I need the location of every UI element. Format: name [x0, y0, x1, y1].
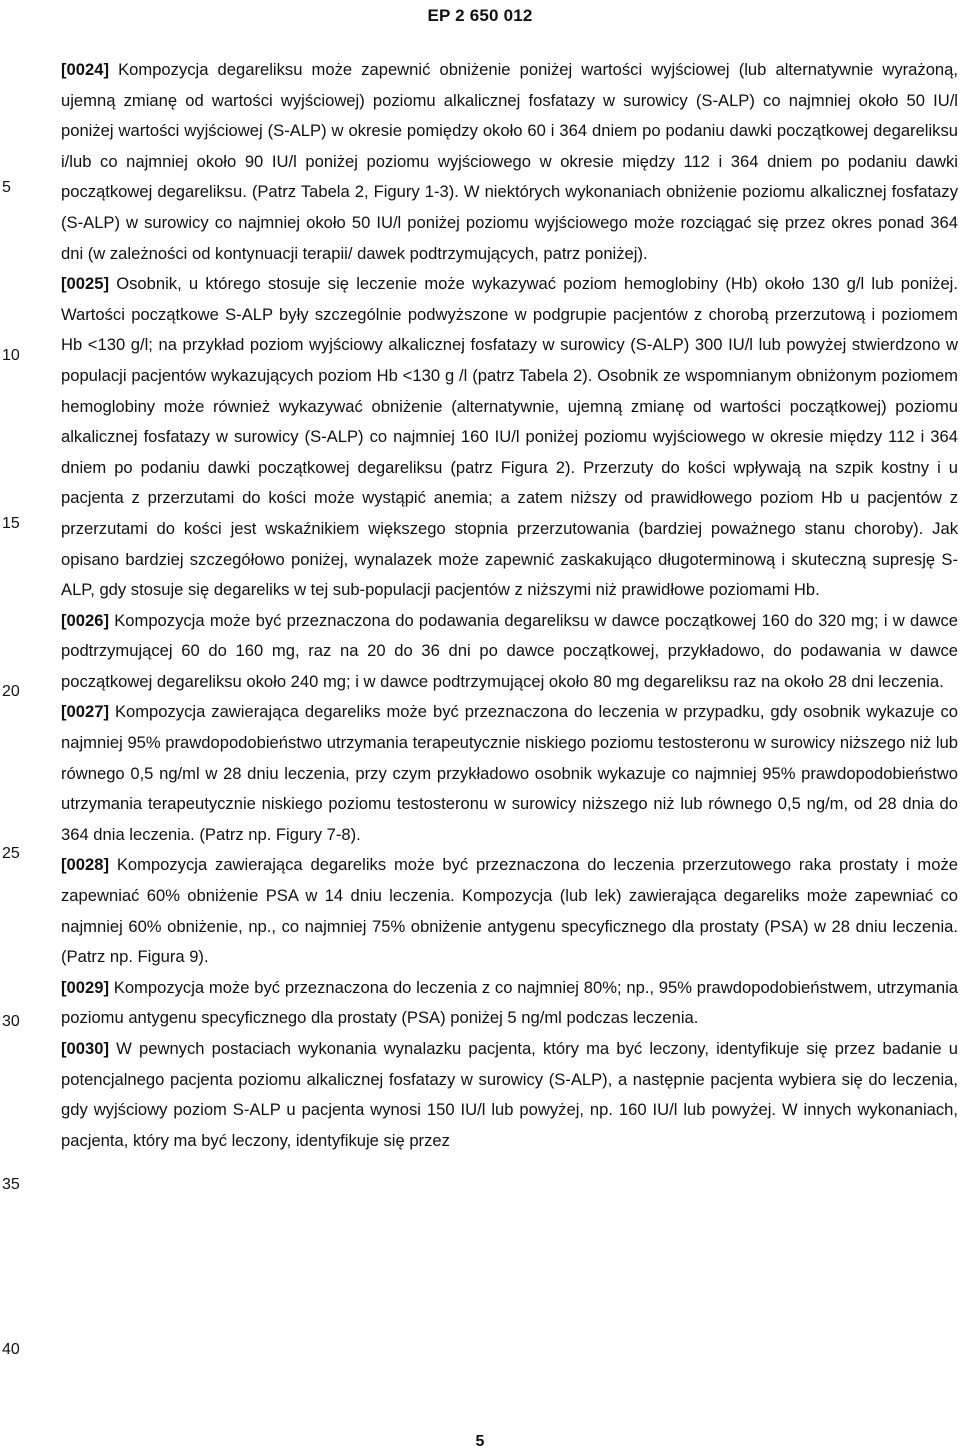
line-number: 20 [2, 683, 20, 700]
paragraph-number: [0029] [61, 977, 109, 997]
paragraph-text: Kompozycja może być przeznaczona do podawania degareliksu w dawce początkowej 160 do 320 mg; i w dawce podtrzymującej 60 do 160 mg, raz na 20 do 36 dni po dawce początkowej, przykładowo, do podawania w dawce początkowej degareliksu około 240 mg; i w dawce podtrzymującej około 80 mg degareliksu raz na około 28 dni leczenia. [61, 610, 958, 691]
paragraph-number: [0028] [61, 855, 109, 875]
line-number: 25 [2, 845, 20, 862]
line-number: 35 [2, 1176, 20, 1193]
paragraph-text: Kompozycja może być przeznaczona do leczenia z co najmniej 80%; np., 95% prawdopodobieństwem, utrzymania poziomu antygenu specyficznego dla prostaty (PSA) poniżej 5 ng/ml podczas leczenia. [61, 977, 958, 1028]
paragraph-0024 [61, 55, 958, 269]
line-number: 5 [2, 179, 11, 196]
line-number: 10 [2, 347, 20, 364]
paragraph-0029 [61, 973, 958, 1034]
paragraph-number: [0025] [61, 274, 109, 294]
paragraph-0026 [61, 606, 958, 698]
paragraph-0025 [61, 269, 958, 606]
paragraph-text: Osobnik, u którego stosuje się leczenie może wykazywać poziom hemoglobiny (Hb) około 130 g/l lub poniżej. Wartości początkowe S-ALP były szczególnie podwyższone w podgrupie pacjentów z chorobą przerzutową i poziomem Hb <130 g/l; na przykład poziom wyjściowy alkalicznej fosfatazy w surowicy (S-ALP) 300 IU/l lub powyżej stwierdzono w populacji pacjentów wykazujących poziom Hb <130 g /l (patrz Tabela 2). Osobnik ze wspomnianym obniżonym poziomem hemoglobiny może również wykazywać obniżenie (alternatywnie, ujemną zmianę od wartości początkowej) poziomu alkalicznej fosfatazy w surowicy (S-ALP) co najmniej 160 IU/l poniżej poziomu wyjściowego w okresie między 112 i 364 dniem po podaniu dawki początkowej degareliksu (patrz Figura 2). Przerzuty do kości wpływają na szpik kostny i u pacjenta z przerzutami do kości może wystąpić anemia; a zatem niższy od prawidłowego poziom Hb u pacjentów z przerzutami do kości jest wskaźnikiem większego stopnia przerzutowania (bardziej poważnego stanu choroby). Jak opisano bardziej szczegółowo poniżej, wynalazek może zapewnić zaskakująco długoterminową i skuteczną supresję S-ALP, gdy stosuje się degareliks w tej sub-populacji pacjentów z niższymi niż prawidłowe poziomami Hb. [61, 274, 958, 600]
paragraph-number: [0024] [61, 60, 109, 79]
paragraph-0027 [61, 697, 958, 850]
paragraph-0030 [61, 1034, 958, 1156]
paragraph-number: [0030] [61, 1039, 109, 1058]
page-number: 5 [475, 1433, 485, 1450]
paragraph-text: W pewnych postaciach wykonania wynalazku pacjenta, który ma być leczony, identyfikuje się przez badanie u potencjalnego pacjenta poziomu alkalicznej fosfatazy w surowicy (S-ALP), a następnie pacjenta wybiera się do leczenia, gdy wyjściowy poziom S-ALP u pacjenta wynosi 150 IU/l lub powyżej, np. 160 IU/l lub powyżej. W innych wykonaniach, pacjenta, który ma być leczony, identyfikuje się przez [61, 1039, 958, 1150]
paragraph-text: Kompozycja zawierająca degareliks może być przeznaczona do leczenia przerzutowego raka prostaty i może zapewniać 60% obniżenie PSA w 14 dniu leczenia. Kompozycja (lub lek) zawierająca degareliks może zapewniać co najmniej 60% obniżenie, np., co najmniej 75% obniżenie antygenu specyficznego dla prostaty (PSA) w 28 dniu leczenia. (Patrz np. Figura 9). [61, 855, 958, 967]
document-body [61, 55, 958, 1156]
line-number: 30 [2, 1013, 20, 1030]
paragraph-text: Kompozycja degareliksu może zapewnić obniżenie poniżej wartości wyjściowej (lub alternatywnie wyrażoną, ujemną zmianę od wartości wyjściowej) poziomu alkalicznej fosfatazy w surowicy (S-ALP) co najmniej około 50 IU/l poniżej wartości wyjściowej (S-ALP) w okresie pomiędzy około 60 i 364 dniem po podaniu dawki początkowej degareliksu i/lub co najmniej około 90 IU/l poniżej poziomu wyjściowego w okresie między 112 i 364 dniem po podaniu dawki początkowej degareliksu. (Patrz Tabela 2, Figury 1-3). W niektórych wykonaniach obniżenie poziomu alkalicznej fosfatazy (S-ALP) w surowicy co najmniej około 50 IU/l poniżej poziomu wyjściowego może rozciągać się przez okres ponad 364 dni (w zależności od kontynuacji terapii/ dawek podtrzymujących, patrz poniżej). [61, 60, 958, 263]
paragraph-text: Kompozycja zawierająca degareliks może być przeznaczona do leczenia w przypadku, gdy osobnik wykazuje co najmniej 95% prawdopodobieństwo utrzymania terapeutycznie niskiego poziomu testosteronu w surowicy niższego niż lub równego 0,5 ng/ml w 28 dniu leczenia, przy czym przykładowo osobnik wykazuje co najmniej 95% prawdopodobieństwo utrzymania terapeutycznie niskiego poziomu testosteronu w surowicy niższego niż lub równego 0,5 ng/m, od 28 dnia do 364 dnia leczenia. (Patrz np. Figury 7-8). [61, 702, 958, 844]
publication-number-header: EP 2 650 012 [427, 6, 533, 25]
paragraph-0028 [61, 850, 958, 972]
line-number: 15 [2, 515, 20, 532]
paragraph-number: [0027] [61, 702, 109, 722]
paragraph-number: [0026] [61, 610, 109, 630]
line-number: 40 [2, 1341, 20, 1358]
